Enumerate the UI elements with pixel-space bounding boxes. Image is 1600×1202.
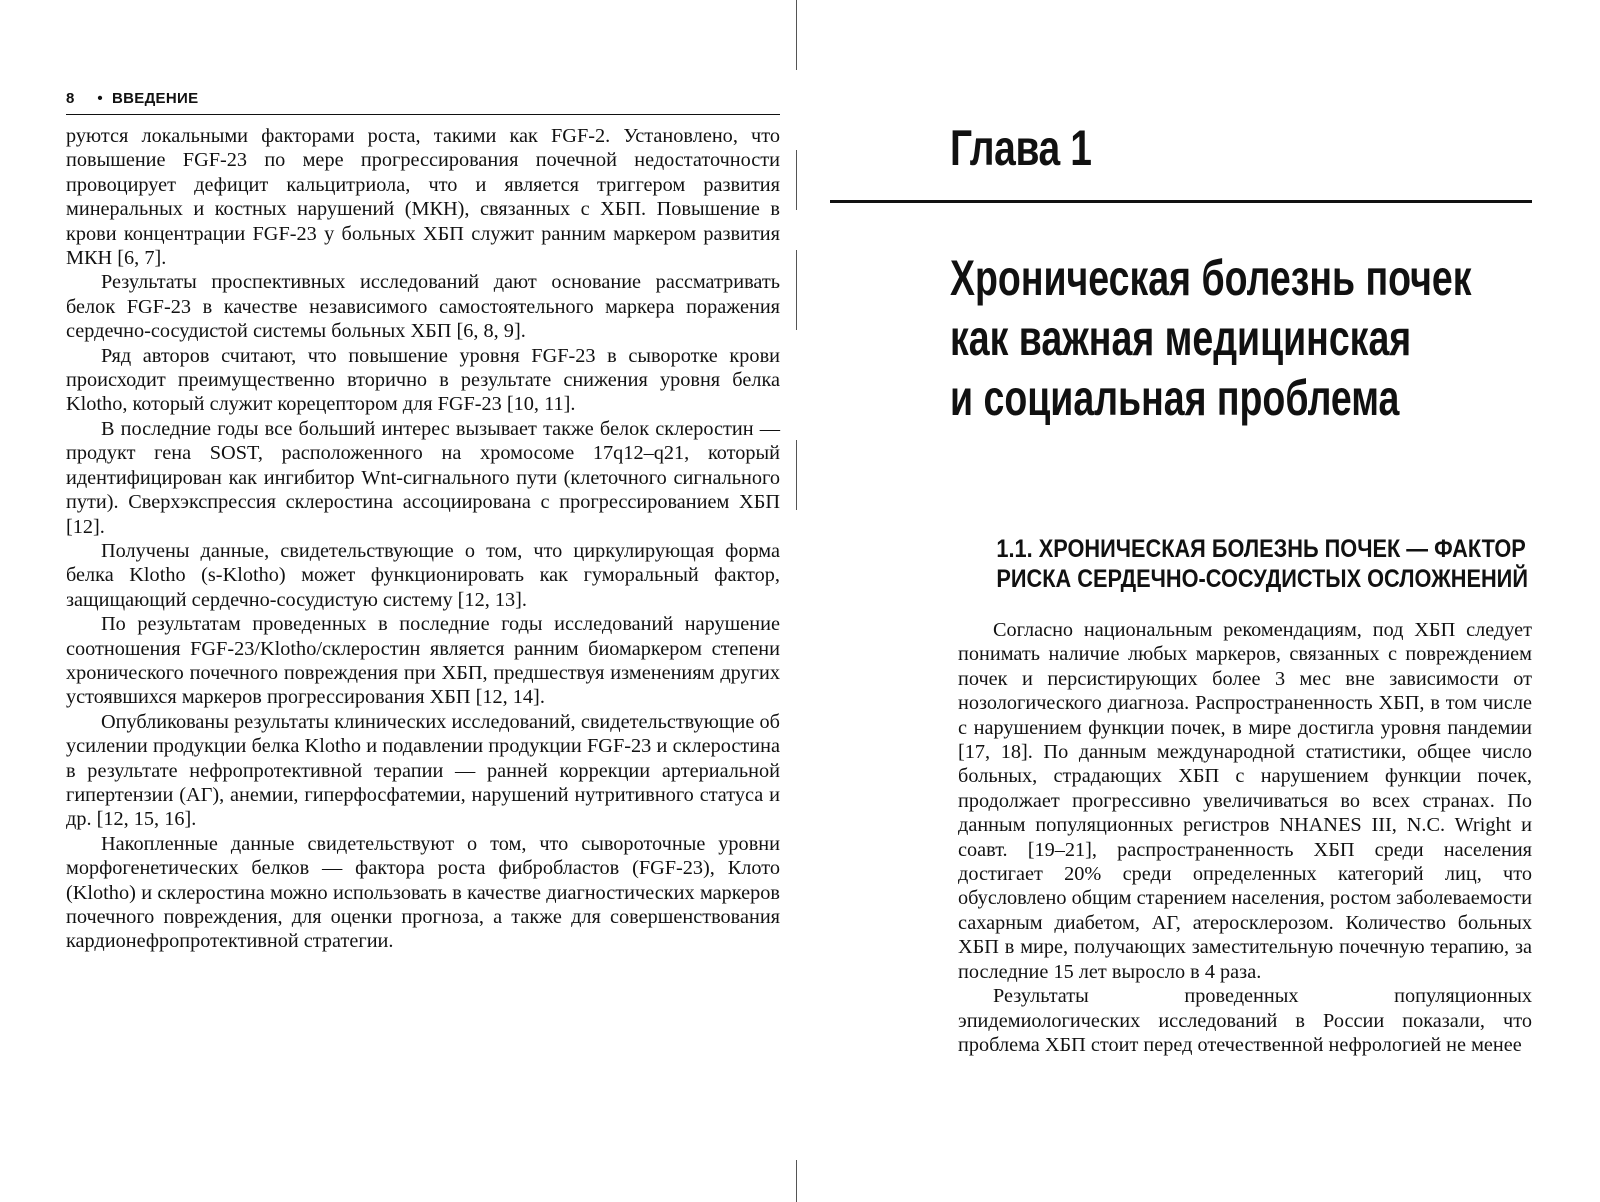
header-bullet: • [97,90,103,107]
paragraph: Согласно национальным рекомендациям, под ХБП следует понимать наличие любых маркеров, связанных с повреждением почек и персистирующих более 3 мес вне зависимости от нозологического диагноза. Распространенность ХБП, в том числе с нарушением функции почек, в мире достигла уровня пандемии [17, 18]. По данным международной статистики, общее число больных, страдающих ХБП с нарушением функции почек, продолжает прогрессивно увеличиваться во всех странах. По данным популяционных регистров NHANES III, N.C. Wright и соавт. [19–21], распространенность ХБП среди населения достигает 20% среди определенных категорий лиц, что обусловлено общим старением населения, ростом заболеваемости сахарным диабетом, АГ, атеросклерозом. Количество больных ХБП в мире, получающих заместительную почечную терапию, за последние 15 лет выросло в 4 раза. [958,619,1532,983]
section-heading [996,534,1528,594]
section-heading-line: РИСКА СЕРДЕЧНО-СОСУДИСТЫХ ОСЛОЖНЕНИЙ [996,565,1528,593]
paragraph: Опубликованы результаты клинических исследований, свидетельствующие об усилении продукции белка Klotho и подавлении продукции FGF-23 и склеростина в результате нефропротективной терапии — ранней коррекции артериальной гипертензии (АГ), анемии, гиперфосфатемии, нарушений нутритивного статуса и др. [12, 15, 16]. [66,710,780,831]
paragraph: Результаты проспективных исследований дают основание рассматривать белок FGF-23 в качестве независимого самостоятельного маркера поражения сердечно-сосудистой системы больных ХБП [6, 8, 9]. [66,271,780,343]
paragraph: По результатам проведенных в последние годы исследований нарушение соотношения FGF-23/Klotho/склеростин является ранним биомаркером степени хронического почечного повреждения при ХБП, предшествуя изменениям других устоявшихся маркеров прогрессирования ХБП [12, 14]. [66,613,780,709]
paragraph: Результаты проведенных популяционных эпидемиологических исследований в России показали, что проблема ХБП стоит перед отечественной нефрологией не менее [958,985,1532,1056]
header-section-title: ВВЕДЕНИЕ [112,90,199,107]
chapter-label: Глава 1 [950,120,1092,176]
paragraph: руются локальными факторами роста, такими как FGF-2. Установлено, что повышение FGF-23 по мере прогрессирования почечной недостаточности провоцирует дефицит кальцитриола, что и является триггером развития минеральных и костных нарушений (МКН), связанных с ХБП. Повышение в крови концентрации FGF-23 у больных ХБП служит ранним маркером развития МКН [6, 7]. [66,125,780,270]
paragraph: В последние годы все больший интерес вызывает также белок склеростин — продукт гена SOST, расположенного на хромосоме 17q12–q21, который идентифицирован как ингибитор Wnt-сигнального пути (клеточного сигнального пути). Сверхэкспрессия склеростина ассоциирована с прогрессированием ХБП [12]. [66,417,780,538]
left-body-text [66,124,780,954]
chapter-title [950,248,1475,428]
paragraph: Ряд авторов считают, что повышение уровня FGF-23 в сыворотке крови происходит преимущественно вторично в результате снижения уровня белка Klotho, который служит корецептором для FGF-23 [10, 11]. [66,344,780,416]
running-header [66,88,780,115]
chapter-title-line: и социальная проблема [950,370,1400,426]
chapter-title-line: как важная медицинская [950,310,1412,366]
paragraph: Получены данные, свидетельствующие о том, что циркулирующая форма белка Klotho (s-Klotho) может функционировать как гуморальный фактор, защищающий сердечно-сосудистую систему [12, 13]. [66,539,780,611]
chapter-divider [830,200,1532,203]
left-page [0,0,797,1202]
right-body-text [958,618,1532,1057]
page-number: 8 [66,90,75,107]
section-heading-line: 1.1. ХРОНИЧЕСКАЯ БОЛЕЗНЬ ПОЧЕК — ФАКТОР [996,535,1526,563]
paragraph: Накопленные данные свидетельствуют о том, что сывороточные уровни морфогенетических белков — фактора роста фибробластов (FGF-23), Клото (Klotho) и склеростина можно использовать в качестве диагностических маркеров почечного повреждения, для оценки прогноза, а также для совершенствования кардионефропротективной стратегии. [66,832,780,953]
chapter-title-line: Хроническая болезнь почек [950,250,1472,306]
